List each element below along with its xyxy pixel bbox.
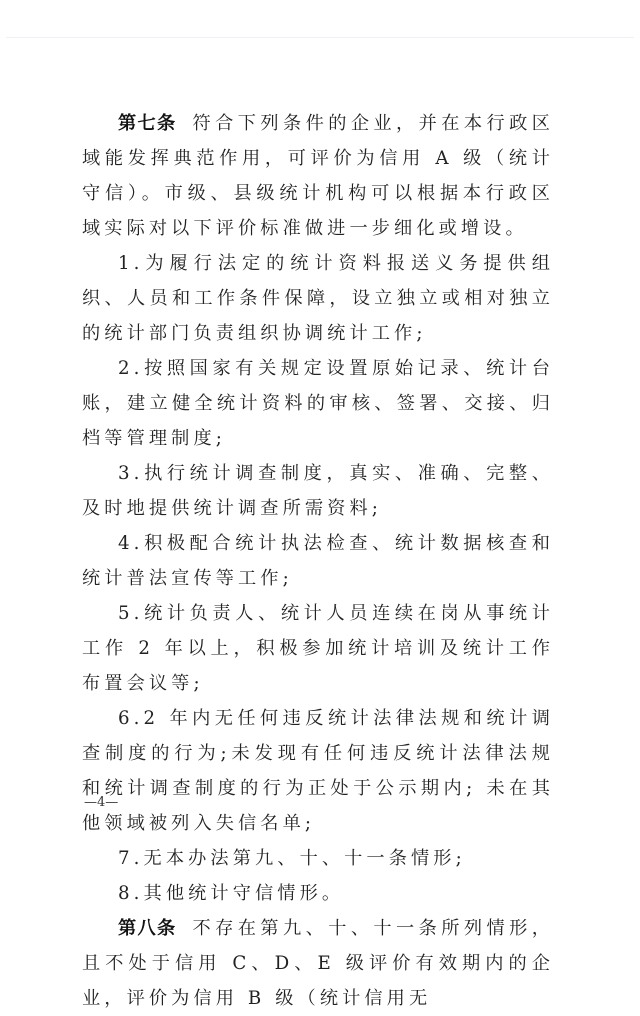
article-7-item-3: 3.执行统计调查制度，真实、准确、完整、及时地提供统计调查所需资料; [82, 463, 554, 519]
article-7-intro: 符合下列条件的企业，并在本行政区域能发挥典范作用，可评价为信用 A 级（统计守信）。市级、县级统计机构可以根据本行政区域实际对以下评价标准做进一步细化或增设。 [82, 113, 554, 239]
article-7-item-7: 7.无本办法第九、十、十一条情形; [118, 848, 466, 869]
article-8-intro: 不存在第九、十、十一条所列情形，且不处于信用 C、D、E 级评价有效期内的企业，评价为信用 B 级（统计信用无 [82, 918, 554, 1009]
article-8-heading: 第八条 [118, 918, 177, 939]
article-7-heading: 第七条 [118, 113, 177, 134]
page-number: —4— [84, 795, 119, 810]
article-7-item-2: 2.按照国家有关规定设置原始记录、统计台账，建立健全统计资料的审核、签署、交接、归档等管理制度; [82, 358, 554, 449]
document-body [82, 106, 554, 1016]
article-7-item-4: 4.积极配合统计执法检查、统计数据核查和统计普法宣传等工作; [82, 533, 554, 589]
scan-artifact-line [6, 37, 634, 38]
article-7-paragraph [82, 106, 554, 246]
article-7-item-8: 8.其他统计守信情形。 [118, 883, 345, 904]
article-8-paragraph [82, 911, 554, 1016]
article-7-item-6: 6.2 年内无任何违反统计法律法规和统计调查制度的行为;未发现有任何违反统计法律法规和统计调查制度的行为正处于公示期内; 未在其他领域被列入失信名单; [82, 708, 554, 834]
article-7-item-1: 1.为履行法定的统计资料报送义务提供组织、人员和工作条件保障，设立独立或相对独立的统计部门负责组织协调统计工作; [82, 253, 554, 344]
article-7-item-5: 5.统计负责人、统计人员连续在岗从事统计工作 2 年以上，积极参加统计培训及统计工作布置会议等; [82, 603, 554, 694]
